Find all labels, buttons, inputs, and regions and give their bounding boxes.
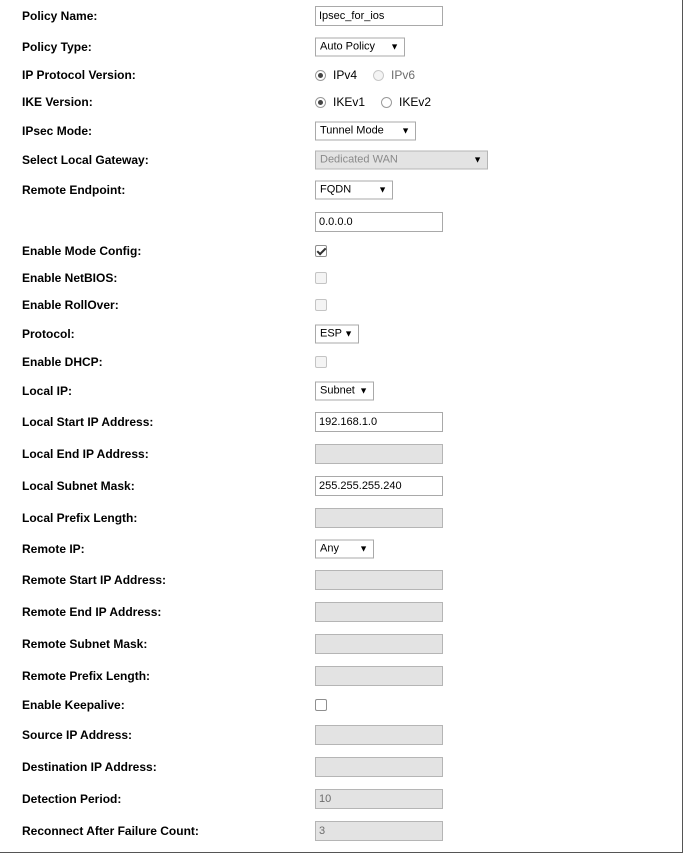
policy-name-input[interactable]: Ipsec_for_ios: [315, 6, 443, 26]
remote-endpoint-value: FQDN: [320, 183, 352, 196]
row-policy-name: [0, 4, 682, 28]
row-policy-type: [0, 35, 682, 59]
remote-end-ip-input[interactable]: [315, 602, 443, 622]
remote-endpoint-address-input[interactable]: 0.0.0.0: [315, 212, 443, 232]
local-start-ip-label: Local Start IP Address:: [22, 415, 154, 429]
policy-type-value: Auto Policy: [320, 40, 376, 53]
chevron-down-icon: ▼: [359, 385, 368, 396]
row-destination-ip: [0, 755, 682, 779]
local-gateway-select[interactable]: [315, 151, 488, 170]
ikev2-label: IKEv2: [399, 95, 432, 109]
local-end-ip-input[interactable]: [315, 444, 443, 464]
local-ip-select[interactable]: [315, 382, 374, 401]
enable-keepalive-checkbox[interactable]: [315, 699, 327, 711]
row-enable-rollover: [0, 293, 682, 317]
ike-version-radios: [315, 95, 447, 109]
local-gateway-value: Dedicated WAN: [320, 153, 398, 166]
remote-start-ip-input[interactable]: [315, 570, 443, 590]
enable-dhcp-checkbox[interactable]: [315, 356, 327, 368]
ike-version-label: IKE Version:: [22, 95, 93, 109]
detection-period-input[interactable]: 10: [315, 789, 443, 809]
ip-protocol-version-label: IP Protocol Version:: [22, 68, 136, 82]
row-enable-dhcp: [0, 350, 682, 374]
ikev2-radio[interactable]: [381, 97, 392, 108]
row-local-gateway: [0, 148, 682, 172]
row-ipsec-mode: [0, 119, 682, 143]
policy-name-label: Policy Name:: [22, 9, 98, 23]
ipv4-radio[interactable]: [315, 70, 326, 81]
reconnect-failure-count-label: Reconnect After Failure Count:: [22, 824, 199, 838]
ipv4-label: IPv4: [333, 68, 358, 82]
row-local-end-ip: [0, 442, 682, 466]
row-local-start-ip: [0, 410, 682, 434]
policy-type-select[interactable]: [315, 38, 405, 57]
ikev1-label: IKEv1: [333, 95, 366, 109]
source-ip-label: Source IP Address:: [22, 728, 133, 742]
remote-ip-select[interactable]: [315, 540, 374, 559]
row-local-subnet-mask: [0, 474, 682, 498]
remote-prefix-length-label: Remote Prefix Length:: [22, 669, 151, 683]
enable-rollover-label: Enable RollOver:: [22, 298, 119, 312]
chevron-down-icon: ▼: [390, 41, 399, 52]
local-prefix-length-input[interactable]: [315, 508, 443, 528]
chevron-down-icon: ▼: [359, 543, 368, 554]
row-detection-period: [0, 787, 682, 811]
enable-netbios-checkbox[interactable]: [315, 272, 327, 284]
row-remote-prefix-length: [0, 664, 682, 688]
remote-subnet-mask-input[interactable]: [315, 634, 443, 654]
row-enable-keepalive: [0, 693, 682, 717]
row-remote-end-ip: [0, 600, 682, 624]
policy-type-label: Policy Type:: [22, 40, 92, 54]
chevron-down-icon: ▼: [378, 184, 387, 195]
local-subnet-mask-input[interactable]: 255.255.255.240: [315, 476, 443, 496]
row-remote-endpoint: [0, 178, 682, 202]
source-ip-input[interactable]: [315, 725, 443, 745]
ikev1-radio[interactable]: [315, 97, 326, 108]
remote-endpoint-select[interactable]: [315, 181, 393, 200]
chevron-down-icon: ▼: [401, 125, 410, 136]
ip-protocol-version-radios: [315, 68, 431, 82]
destination-ip-input[interactable]: [315, 757, 443, 777]
destination-ip-label: Destination IP Address:: [22, 760, 157, 774]
remote-ip-label: Remote IP:: [22, 542, 85, 556]
local-ip-value: Subnet: [320, 384, 355, 397]
remote-subnet-mask-label: Remote Subnet Mask:: [22, 637, 148, 651]
enable-mode-config-label: Enable Mode Config:: [22, 244, 142, 258]
row-remote-endpoint-address: [0, 210, 682, 234]
row-source-ip: [0, 723, 682, 747]
ipv6-radio[interactable]: [373, 70, 384, 81]
row-local-prefix-length: [0, 506, 682, 530]
row-protocol: [0, 322, 682, 346]
protocol-select[interactable]: [315, 325, 359, 344]
ipv6-label: IPv6: [391, 68, 416, 82]
ipsec-mode-label: IPsec Mode:: [22, 124, 93, 138]
row-remote-subnet-mask: [0, 632, 682, 656]
remote-prefix-length-input[interactable]: [315, 666, 443, 686]
enable-netbios-label: Enable NetBIOS:: [22, 271, 118, 285]
ipsec-mode-select[interactable]: [315, 122, 416, 141]
ipsec-mode-value: Tunnel Mode: [320, 124, 384, 137]
local-start-ip-input[interactable]: 192.168.1.0: [315, 412, 443, 432]
row-enable-mode-config: [0, 239, 682, 263]
enable-keepalive-label: Enable Keepalive:: [22, 698, 125, 712]
row-remote-ip: [0, 537, 682, 561]
row-ike-version: [0, 90, 682, 114]
reconnect-failure-count-input[interactable]: 3: [315, 821, 443, 841]
chevron-down-icon: ▼: [473, 154, 482, 165]
local-prefix-length-label: Local Prefix Length:: [22, 511, 138, 525]
enable-mode-config-checkbox[interactable]: [315, 245, 327, 257]
local-end-ip-label: Local End IP Address:: [22, 447, 149, 461]
enable-rollover-checkbox[interactable]: [315, 299, 327, 311]
row-local-ip: [0, 379, 682, 403]
enable-dhcp-label: Enable DHCP:: [22, 355, 103, 369]
chevron-down-icon: ▼: [344, 328, 353, 339]
row-remote-start-ip: [0, 568, 682, 592]
remote-end-ip-label: Remote End IP Address:: [22, 605, 162, 619]
row-enable-netbios: [0, 266, 682, 290]
local-ip-label: Local IP:: [22, 384, 73, 398]
local-subnet-mask-label: Local Subnet Mask:: [22, 479, 135, 493]
detection-period-label: Detection Period:: [22, 792, 122, 806]
row-reconnect-failure-count: [0, 819, 682, 843]
protocol-value: ESP: [320, 327, 343, 340]
remote-start-ip-label: Remote Start IP Address:: [22, 573, 167, 587]
local-gateway-label: Select Local Gateway:: [22, 153, 149, 167]
remote-endpoint-label: Remote Endpoint:: [22, 183, 126, 197]
row-ip-protocol-version: [0, 63, 682, 87]
remote-ip-value: Any: [320, 542, 339, 555]
protocol-label: Protocol:: [22, 327, 75, 341]
